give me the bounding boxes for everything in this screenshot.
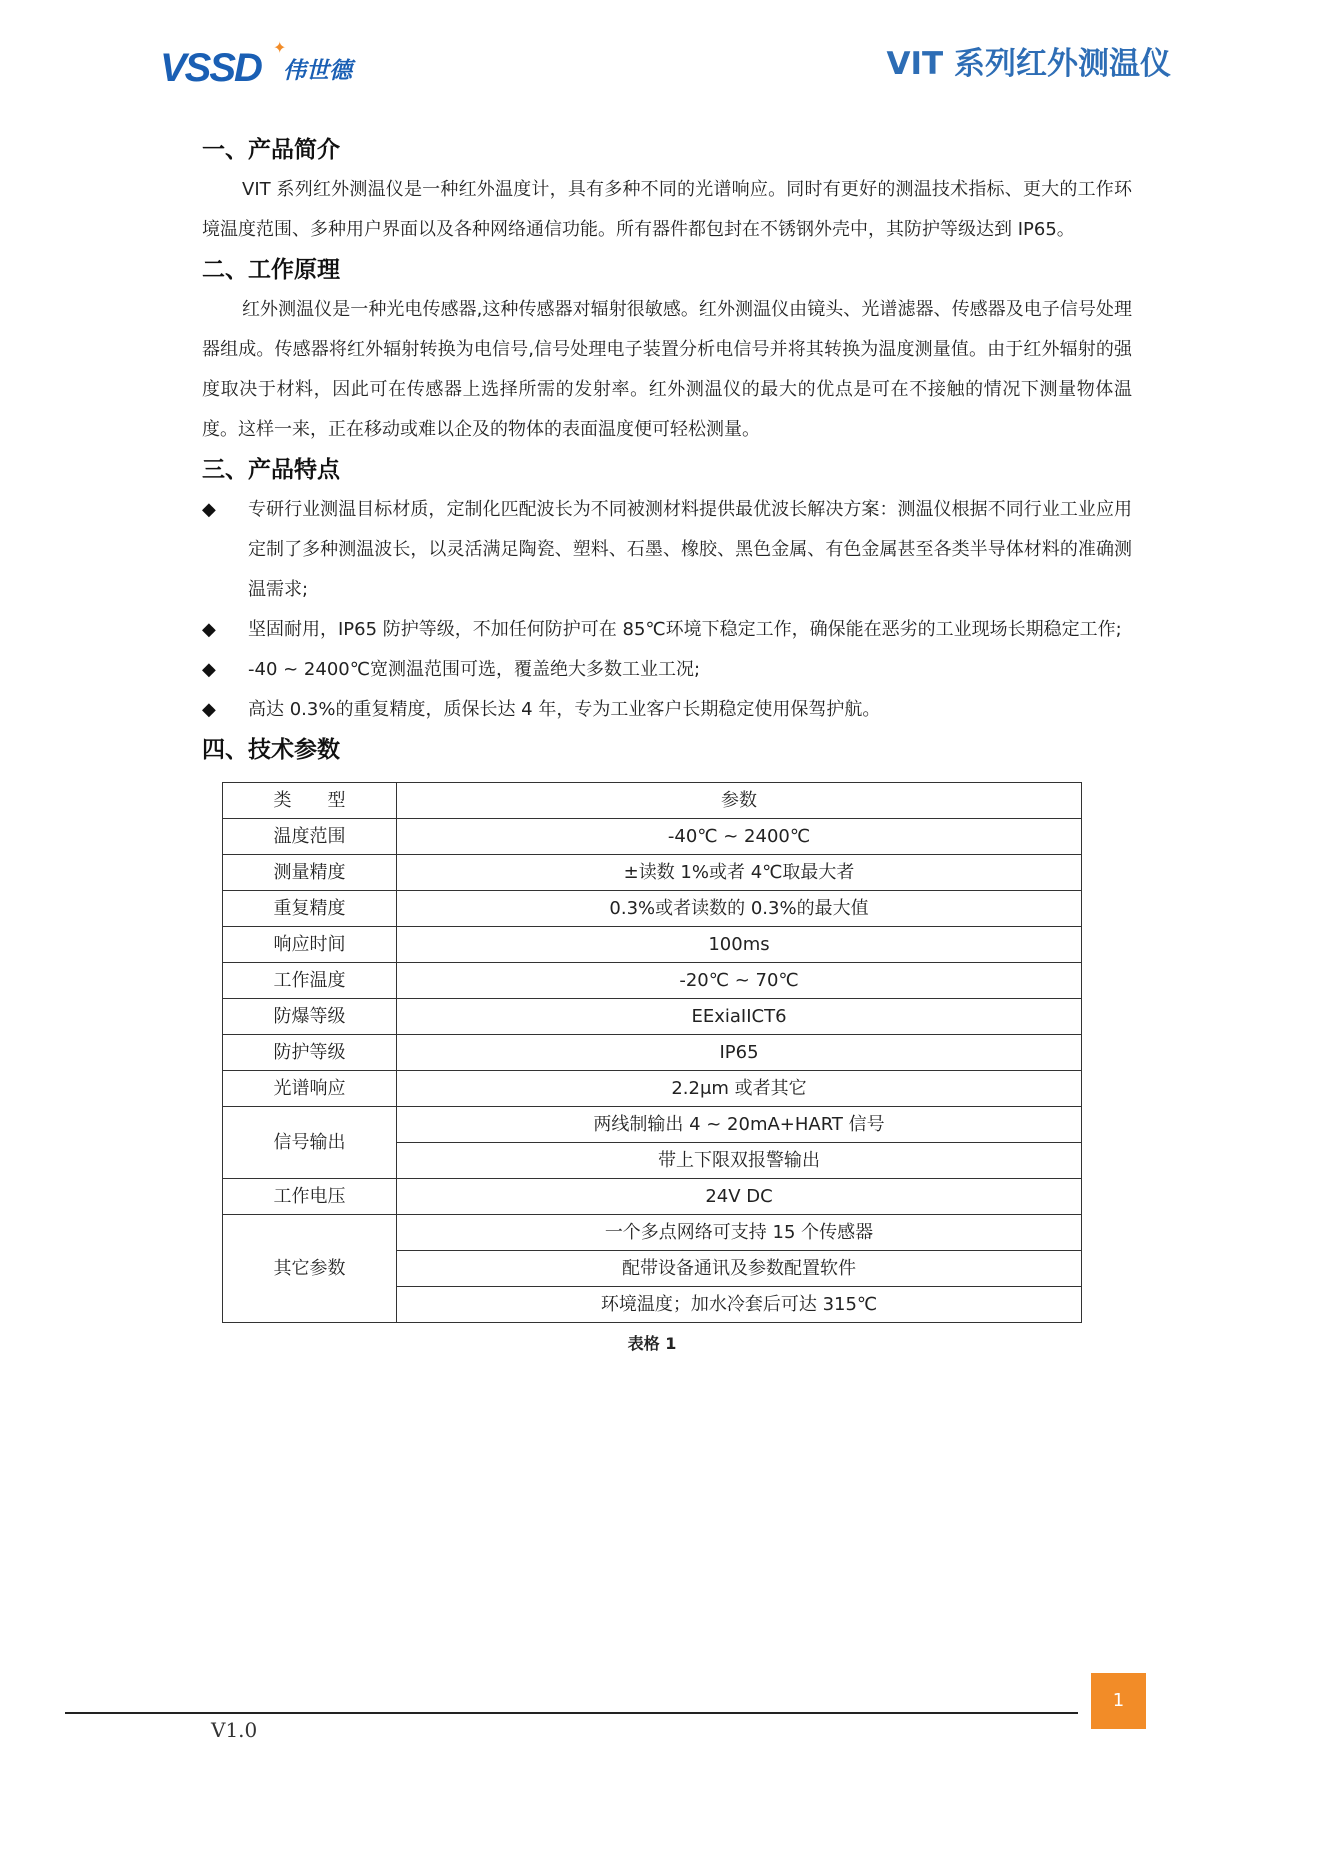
- feature-list: [202, 490, 1132, 730]
- table-row: [223, 1179, 1082, 1215]
- table-row: [223, 819, 1082, 855]
- param-value: 环境温度；加水冷套后可达 315℃: [397, 1287, 1082, 1323]
- table-row: [223, 999, 1082, 1035]
- table-caption: 表格 1: [627, 1334, 677, 1353]
- param-value: 两线制输出 4 ~ 20mA+HART 信号: [397, 1107, 1082, 1143]
- feature-text: 高达 0.3%的重复精度，质保长达 4 年，专为工业客户长期稳定使用保驾护航。: [248, 699, 881, 720]
- section-principle: [202, 250, 1132, 450]
- param-name: 工作温度: [223, 963, 397, 999]
- param-value: ±读数 1%或者 4℃取最大者: [397, 855, 1082, 891]
- param-name: 防护等级: [223, 1035, 397, 1071]
- diamond-bullet-icon: ◆: [202, 699, 216, 720]
- section-specs: [202, 730, 1132, 1354]
- diamond-bullet-icon: ◆: [202, 659, 216, 680]
- logo-wordmark: VSSD: [160, 46, 261, 90]
- section-heading: 一、产品简介: [202, 137, 340, 163]
- param-value: -40℃ ~ 2400℃: [397, 819, 1082, 855]
- table-row: [223, 891, 1082, 927]
- table-row: [223, 963, 1082, 999]
- table-header-row: [223, 783, 1082, 819]
- version-label: V1.0: [211, 1718, 258, 1742]
- param-value: 2.2μm 或者其它: [397, 1071, 1082, 1107]
- param-name: 信号输出: [223, 1107, 397, 1179]
- spec-table: [222, 782, 1082, 1323]
- param-value: 一个多点网络可支持 15 个传感器: [397, 1215, 1082, 1251]
- param-name: 光谱响应: [223, 1071, 397, 1107]
- param-value: IP65: [397, 1035, 1082, 1071]
- param-value: 配带设备通讯及参数配置软件: [397, 1251, 1082, 1287]
- footer-divider: [65, 1712, 1078, 1714]
- section-heading: 三、产品特点: [202, 457, 340, 483]
- logo-chinese-name: 伟世德: [283, 58, 352, 84]
- document-title: VIT 系列红外测温仪: [886, 46, 1171, 82]
- param-value: 0.3%或者读数的 0.3%的最大值: [397, 891, 1082, 927]
- feature-text: 专研行业测温目标材质，定制化匹配波长为不同被测材料提供最优波长解决方案：测温仪根据不同行业工业应用定制了多种测温波长，以灵活满足陶瓷、塑料、石墨、橡胶、黑色金属、有色金属甚至各类半导体材料的准确测温需求;: [248, 499, 1132, 600]
- param-name: 温度范围: [223, 819, 397, 855]
- intro-paragraph: VIT 系列红外测温仪是一种红外温度计，具有多种不同的光谱响应。同时有更好的测温技术指标、更大的工作环境温度范围、多种用户界面以及各种网络通信功能。所有器件都包封在不锈钢外壳中，其防护等级达到 IP65。: [202, 179, 1132, 240]
- param-value: 24V DC: [397, 1179, 1082, 1215]
- param-value: EExiaIICT6: [397, 999, 1082, 1035]
- section-intro: [202, 130, 1132, 250]
- param-value: 带上下限双报警输出: [397, 1143, 1082, 1179]
- page-header: [0, 0, 1323, 110]
- feature-text: -40 ~ 2400℃宽测温范围可选，覆盖绝大多数工业工况;: [248, 659, 701, 680]
- param-name: 工作电压: [223, 1179, 397, 1215]
- header-cell-type: 类 型: [223, 783, 397, 819]
- section-heading: 二、工作原理: [202, 257, 340, 283]
- param-name: 防爆等级: [223, 999, 397, 1035]
- feature-item: [202, 610, 1132, 650]
- feature-text: 坚固耐用，IP65 防护等级，不加任何防护可在 85℃环境下稳定工作，确保能在恶劣的工业现场长期稳定工作;: [248, 619, 1122, 640]
- param-value: 100ms: [397, 927, 1082, 963]
- feature-item: [202, 650, 1132, 690]
- diamond-bullet-icon: ◆: [202, 619, 216, 640]
- table-row: [223, 1107, 1082, 1143]
- param-name: 其它参数: [223, 1215, 397, 1323]
- param-value: -20℃ ~ 70℃: [397, 963, 1082, 999]
- table-row: [223, 855, 1082, 891]
- table-row: [223, 1071, 1082, 1107]
- table-row: [223, 927, 1082, 963]
- header-cell-params: 参数: [397, 783, 1082, 819]
- page-number-badge: 1: [1091, 1673, 1146, 1729]
- table-row: [223, 1035, 1082, 1071]
- document-body: [202, 130, 1132, 1354]
- table-row: [223, 1215, 1082, 1251]
- feature-item: [202, 690, 1132, 730]
- param-name: 响应时间: [223, 927, 397, 963]
- logo-star-icon: ✦: [273, 38, 287, 57]
- param-name: 重复精度: [223, 891, 397, 927]
- company-logo: [160, 38, 360, 92]
- diamond-bullet-icon: ◆: [202, 499, 216, 520]
- feature-item: [202, 490, 1132, 610]
- section-heading: 四、技术参数: [202, 737, 340, 763]
- param-name: 测量精度: [223, 855, 397, 891]
- section-features: [202, 450, 1132, 730]
- principle-paragraph: 红外测温仪是一种光电传感器,这种传感器对辐射很敏感。红外测温仪由镜头、光谱滤器、传感器及电子信号处理器组成。传感器将红外辐射转换为电信号,信号处理电子装置分析电信号并将其转换为温度测量值。由于红外辐射的强度取决于材料，因此可在传感器上选择所需的发射率。红外测温仪的最大的优点是可在不接触的情况下测量物体温度。这样一来，正在移动或难以企及的物体的表面温度便可轻松测量。: [202, 299, 1132, 440]
